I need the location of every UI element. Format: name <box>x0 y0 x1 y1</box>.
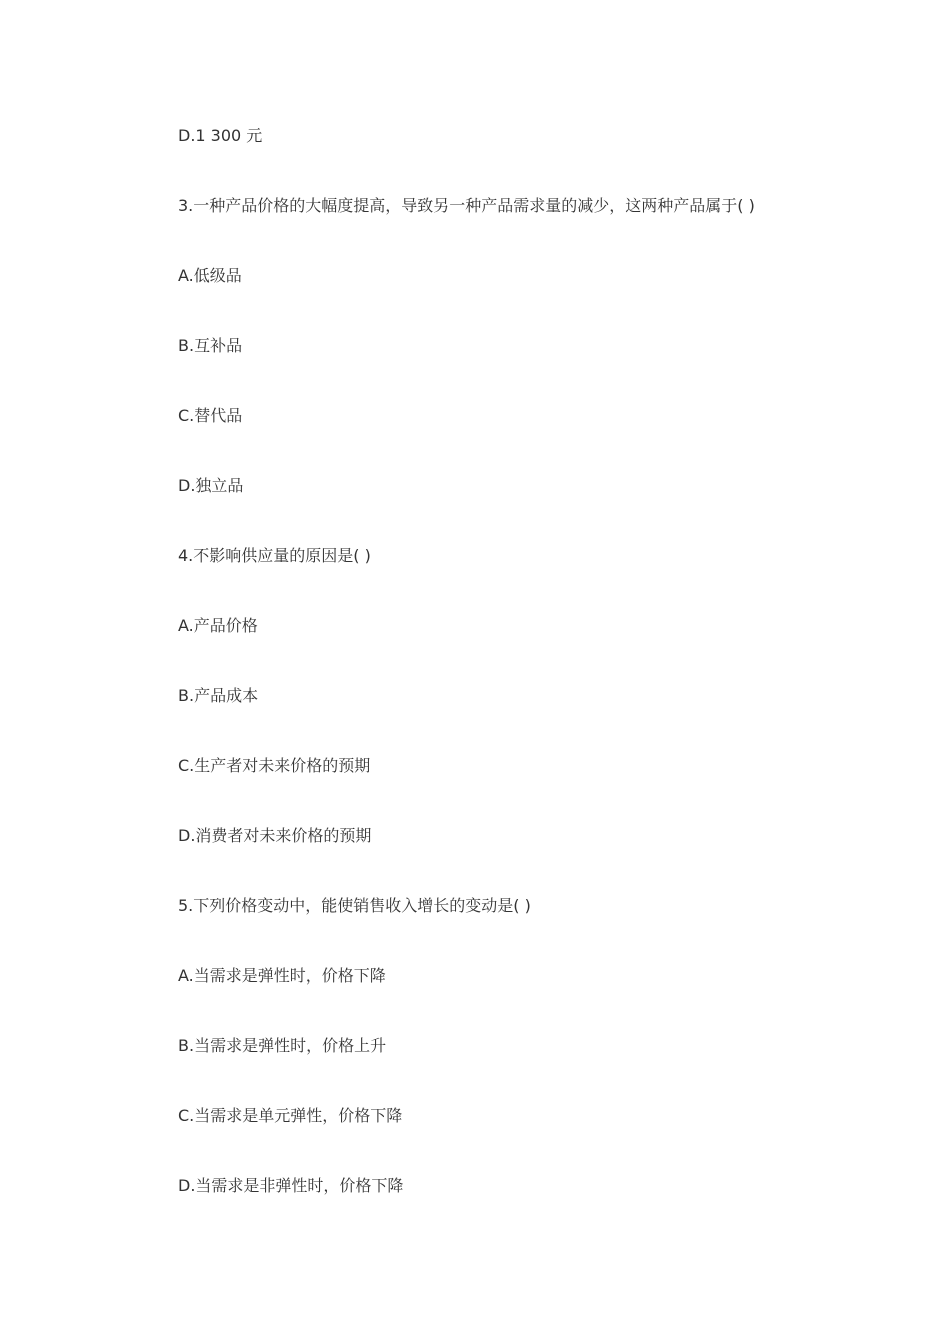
option-d-q5: D.当需求是非弹性时，价格下降 <box>178 1176 404 1195</box>
option-c-q5: C.当需求是单元弹性，价格下降 <box>178 1106 403 1125</box>
option-a-q5: A.当需求是弹性时，价格下降 <box>178 966 386 985</box>
option-c-q3: C.替代品 <box>178 406 243 425</box>
question-5: 5.下列价格变动中，能使销售收入增长的变动是( ) <box>178 896 531 915</box>
question-3: 3.一种产品价格的大幅度提高，导致另一种产品需求量的减少，这两种产品属于( ) <box>178 196 755 215</box>
option-a-q3: A.低级品 <box>178 266 242 285</box>
option-b-q4: B.产品成本 <box>178 686 259 705</box>
option-c-q4: C.生产者对未来价格的预期 <box>178 756 371 775</box>
option-d-q3: D.独立品 <box>178 476 244 495</box>
option-b-q5: B.当需求是弹性时，价格上升 <box>178 1036 387 1055</box>
option-a-q4: A.产品价格 <box>178 616 258 635</box>
option-d-q2: D.1 300 元 <box>178 126 263 145</box>
question-4: 4.不影响供应量的原因是( ) <box>178 546 371 565</box>
option-b-q3: B.互补品 <box>178 336 243 355</box>
option-d-q4: D.消费者对未来价格的预期 <box>178 826 372 845</box>
